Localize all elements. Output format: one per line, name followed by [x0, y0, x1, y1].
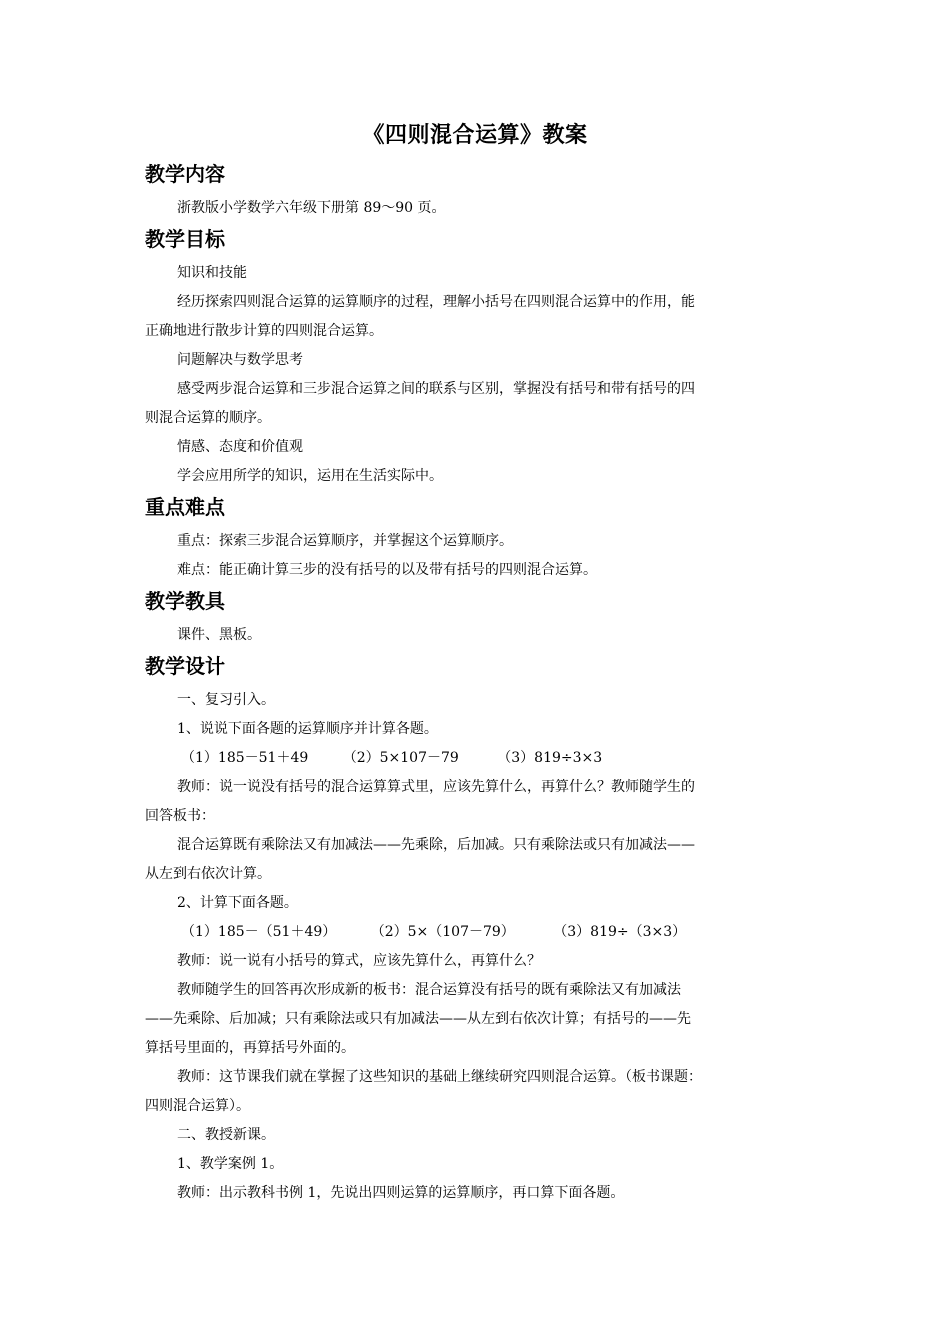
paragraph: 感受两步混合运算和三步混合运算之间的联系与区别，掌握没有括号和带有括号的四 — [177, 381, 695, 397]
paragraph: 二、教授新课。 — [177, 1127, 275, 1143]
paragraph: 正确地进行散步计算的四则混合运算。 — [145, 323, 383, 339]
paragraph: 一、复习引入。 — [177, 692, 275, 708]
subheading: 知识和技能 — [177, 265, 247, 281]
calc-exercise-row-1 — [145, 744, 805, 773]
heading-teaching-content: 教学内容 — [145, 162, 225, 186]
paragraph: 经历探索四则混合运算的运算顺序的过程，理解小括号在四则混合运算中的作用，能 — [177, 294, 695, 310]
calc-item: （2）5×（107－79） — [370, 924, 515, 940]
paragraph: 混合运算既有乘除法又有加减法——先乘除，后加减。只有乘除法或只有加减法—— — [177, 837, 695, 853]
paragraph: 教师：说一说有小括号的算式，应该先算什么，再算什么？ — [177, 953, 541, 969]
paragraph: 教师：这节课我们就在掌握了这些知识的基础上继续研究四则混合运算。（板书课题： — [177, 1069, 702, 1085]
paragraph: 1、教学案例 1。 — [177, 1156, 284, 1172]
heading-teaching-tools: 教学教具 — [145, 589, 225, 613]
paragraph: 回答板书： — [145, 808, 215, 824]
paragraph: 2、计算下面各题。 — [177, 895, 298, 911]
paragraph: 教师随学生的回答再次形成新的板书：混合运算没有括号的既有乘除法又有加减法 — [177, 982, 681, 998]
paragraph: 教师：出示教科书例 1，先说出四则运算的运算顺序，再口算下面各题。 — [177, 1185, 625, 1201]
subheading: 情感、态度和价值观 — [177, 439, 303, 455]
subheading: 问题解决与数学思考 — [177, 352, 303, 368]
paragraph: 学会应用所学的知识，运用在生活实际中。 — [177, 468, 443, 484]
heading-key-points: 重点难点 — [145, 495, 225, 519]
paragraph: 课件、黑板。 — [177, 627, 261, 643]
paragraph: 重点：探索三步混合运算顺序，并掌握这个运算顺序。 — [177, 533, 513, 549]
calc-item: （1）185－51＋49 — [181, 750, 309, 766]
paragraph: 四则混合运算）。 — [145, 1098, 250, 1114]
document-title: 《四则混合运算》教案 — [362, 123, 588, 148]
paragraph: ——先乘除、后加减；只有乘除法或只有加减法——从左到右依次计算；有括号的——先 — [145, 1011, 691, 1027]
document-body — [145, 160, 805, 1208]
calc-item: （2）5×107－79 — [342, 750, 459, 766]
paragraph: 教师：说一说没有括号的混合运算算式里，应该先算什么，再算什么？教师随学生的 — [177, 779, 695, 795]
paragraph: 1、说说下面各题的运算顺序并计算各题。 — [177, 721, 438, 737]
calc-item: （3）819÷3×3 — [497, 750, 603, 766]
calc-exercise-row-2 — [145, 918, 805, 947]
paragraph: 则混合运算的顺序。 — [145, 410, 271, 426]
paragraph: 从左到右依次计算。 — [145, 866, 271, 882]
calc-item: （1）185－（51＋49） — [181, 924, 337, 940]
calc-item: （3）819÷（3×3） — [553, 924, 687, 940]
heading-teaching-goals: 教学目标 — [145, 227, 225, 251]
heading-teaching-design: 教学设计 — [145, 654, 225, 678]
paragraph: 难点：能正确计算三步的没有括号的以及带有括号的四则混合运算。 — [177, 562, 597, 578]
paragraph: 算括号里面的，再算括号外面的。 — [145, 1040, 355, 1056]
paragraph: 浙教版小学数学六年级下册第 89～90 页。 — [177, 200, 446, 216]
